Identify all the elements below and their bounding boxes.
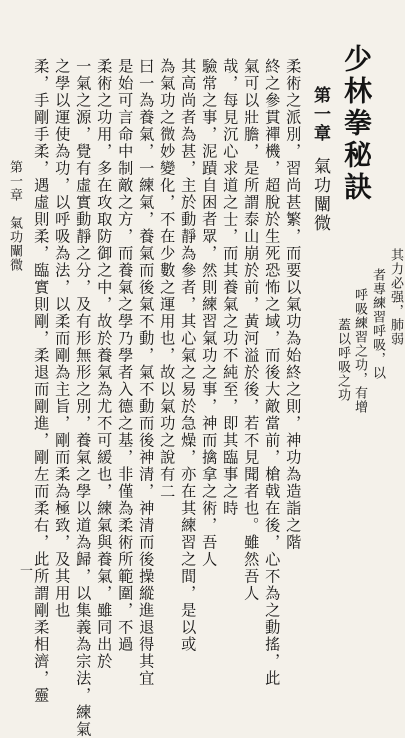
body-column: 柔術之功用，多在攻取防御之中，故於養氣為尤不可緩也，練氣與養氣，雖同出於: [95, 58, 114, 670]
body-column: 柔術之派別，習尚甚繁，而要以氣功為始終之則，神功為造詣之階: [284, 58, 303, 551]
body-column: 一氣之源，覺有虛實動靜之分，及有形無形之別，養氣之學以道為歸，以集義為宗法，練氣: [74, 58, 93, 738]
body-column: 為氣功之微妙變化，不在少數之運用也，故以氣功之說有二: [158, 58, 177, 500]
body-column: 柔，手剛手柔，遇虛則柔，臨實則剛，柔退而剛進，剛左而柔右，此所謂剛柔相濟，靈: [32, 58, 51, 704]
body-column: 哉，每見沉心求道之士，而其養氣之功不純至，即其臨事之時: [221, 58, 240, 517]
page-number: 一: [20, 564, 34, 579]
body-column: 是始可言命中制敵之方，而養氣之學乃學者入德之基，非僅為柔術所範圍，不過: [116, 58, 135, 653]
body-column: 驗常之事，泥蹟自困者眾，然則練習氣功之事，神而擒拿之術，吾人: [200, 58, 219, 568]
chapter-number: 第一章: [310, 86, 330, 143]
top-note-column: 者專練習呼吸，以: [370, 268, 385, 380]
body-column: 之學以運使為功，以呼吸為法，以柔而剛為主旨，剛而柔為極致，及其用也: [53, 58, 72, 619]
chapter-heading: [311, 86, 328, 233]
chapter-title: 氣功闡微: [310, 157, 330, 233]
top-note-column: 其力必强，肺弱: [388, 248, 403, 346]
top-note-column: 蓋以呼吸之功: [335, 318, 350, 402]
body-column: 曰一為養氣，一練氣，養氣而後氣不動，氣不動而後神清，神清而後操縱進退得其宜: [137, 58, 156, 687]
body-column: 其高尚者為甚，主於動靜為參者，其心氣之易於急燥，亦在其練習之間，是以或: [179, 58, 198, 653]
running-head: 第一章 氣功闡微: [7, 160, 22, 272]
body-column: 終之參貫禪機，超脫於生死恐怖之域，而後大敵當前，槍戟在後，心不為之動搖，此: [263, 58, 282, 687]
book-title: 少林拳秘訣: [340, 44, 373, 204]
body-column: 氣可以壯膽，是所謂泰山崩於前，黃河溢於後，若不見聞者也。雖然吾人: [242, 58, 261, 602]
top-note-column: 呼吸練習之功，有增: [352, 288, 367, 414]
